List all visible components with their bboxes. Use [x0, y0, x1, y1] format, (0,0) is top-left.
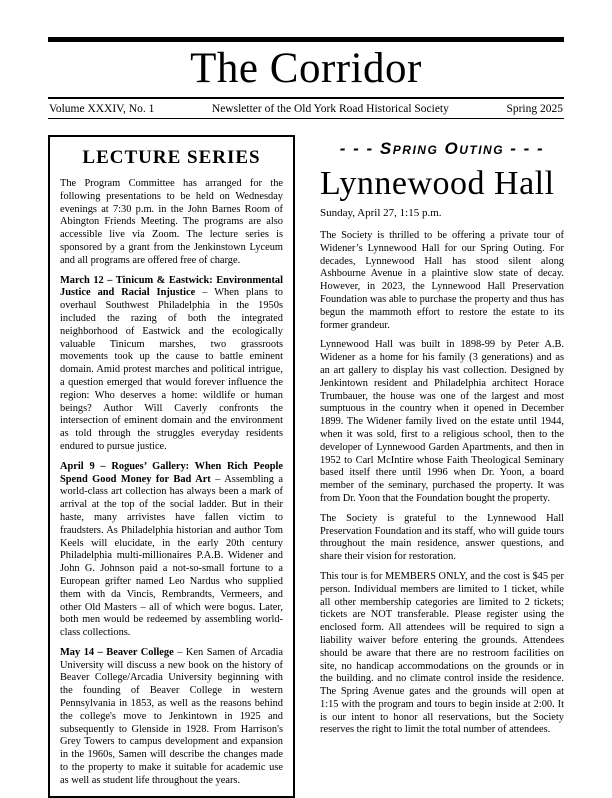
- newsletter-title: The Corridor: [190, 45, 422, 92]
- lecture-item-april-text: – Assembling a world-class art collection has always been a mark of arrival at the top of the social ladder. But in their haste, many arrivistes have fallen victim to fraudsters. As Philadelphia historian and author Tom Keels will elucidate, in the early 20th century Philadelphia multi-millionaires P.A.B. Widener and John G. Johnson paid a not-so-small fortune to a European grifter named Leo Nardus who supplied them with da Vincis, Rembrandts, Vermeers, and other Old Masters – all of which were bogus. Later, both men would be redeemed by assembling world-class collections.: [60, 473, 283, 639]
- masthead-rule-lower: [48, 118, 564, 119]
- masthead-top-rule: [48, 37, 564, 42]
- article-paragraph-2: Lynnewood Hall was built in 1898-99 by Peter A.B. Widener as a home for his family (3 generations) and as an art gallery to display his vast collection. Designed by Jenkintown resident and Philadelphia architect Horace Trumbauer, the house was one of the largest and most sumptuous in the country when it opened in December 1899. The Widener family lived on the estate until 1944, when it was sold, first to a religious school, then to the developer of Lynnewood Garden Apartments, and then in 1952 to Carl McIntire whose Faith Theological Seminary based itself there until 1996 when Dr. Yoon, a board member of the seminary, purchased the property. It was from Dr. Yoon that the Foundation bought the property.: [320, 339, 564, 504]
- article-title: Lynnewood Hall: [320, 165, 555, 202]
- issue-info-row: [48, 99, 564, 118]
- lecture-item-april-title: April 9 – Rogues’ Gallery: When Rich People Spend Good Money for Bad Art: [60, 460, 283, 485]
- lecture-item-march: [60, 275, 283, 454]
- spring-outing-banner: - - - Spring Outing - - -: [339, 139, 545, 158]
- event-datetime: Sunday, April 27, 1:15 p.m.: [320, 207, 442, 219]
- lecture-item-may: [60, 647, 283, 788]
- lecture-series-intro: The Program Committee has arranged for the following presentations to be held on Wednesday evenings at 7:30 p.m. in the John Barnes Room of Abington Friends Meeting. The programs are also accessible live via Zoom. The lecture series is sponsored by a grant from the Jenkinstown Lyceum and all programs are offered free of charge.: [60, 178, 283, 266]
- lecture-item-march-title: March 12 – Tinicum & Eastwick: Environmental Justice and Racial Injustice: [60, 274, 283, 299]
- right-column: [320, 135, 564, 798]
- newsletter-subtitle: Newsletter of the Old York Road Historical Society: [211, 103, 449, 115]
- lecture-series-box: [48, 135, 295, 798]
- lecture-item-may-text: – Ken Samen of Arcadia University will discuss a new book on the history of Beaver College/Arcadia University beginning with the founding of Beaver College in western Pennsylvania in 1853, as well as the reasons behind the college's move to Jenkintown in 1925 and subsequently to Glenside in 1928. From Harrison's Grey Towers to campus development and expansion in the 1960s, Samen will describe the changes made to the property to make it suitable for academic use as well as student life throughout the years.: [60, 646, 283, 786]
- article-paragraph-4: This tour is for MEMBERS ONLY, and the cost is $45 per person. Individual members are limited to 1 ticket, while all other membership categories are limited to 2 tickets; tickets are NOT transferable. Please register using the enclosed form. All attendees will be required to sign a liability waiver before entering the grounds. Attendees should be aware that there are no restroom facilities on site, no handicap accommodations on the grounds or in the building. and no climate control inside the residence. The Spring Avenue gates and the grounds will open at 1:15 with the program and tours to begin inside at 2:00. It is our intent to honor all reservations, but the Society reserves the right to limit the total number of attendees.: [320, 570, 564, 736]
- volume-number: Volume XXXIV, No. 1: [49, 103, 155, 115]
- lecture-item-march-text: – When plans to overhaul Southwest Philadelphia in the 1950s included the razing of both the integrated neighborhood of Eastwick and the ecologically valuable Tinicum marshes, two grassroots movements took up the cause to battle eminent domain. Amid protest marches and political intrigue, a question emerged that would forever influence the region: Who deserves a home: wildlife or human beings? Author Will Caverly confronts the intersection of eminent domain and the environment as told through the struggles everyday residents endured to pursue justice.: [60, 287, 283, 452]
- article-paragraph-3: The Society is grateful to the Lynnewood Hall Preservation Foundation and its staff, who will guide tours throughout the main residence, answer questions, and share their vision for restoration.: [320, 512, 564, 563]
- article-paragraph-1: The Society is thrilled to be offering a private tour of Widener’s Lynnewood Hall for our Spring Outing. For decades, Lynnewood Hall has stood silent along Ashbourne Avenue in a plaintive slow state of decay. However, in 2023, the Lynnewood Hall Preservation Foundation was able to purchase the property and thus has begun the mammoth effort to restore the estate to its former grandeur.: [320, 230, 564, 331]
- lecture-item-may-title: May 14 – Beaver College: [60, 646, 174, 658]
- lecture-series-heading: LECTURE SERIES: [82, 147, 261, 168]
- issue-season: Spring 2025: [506, 103, 563, 115]
- lecture-item-april: [60, 461, 283, 640]
- content-columns: [48, 135, 564, 798]
- left-column: [48, 135, 295, 798]
